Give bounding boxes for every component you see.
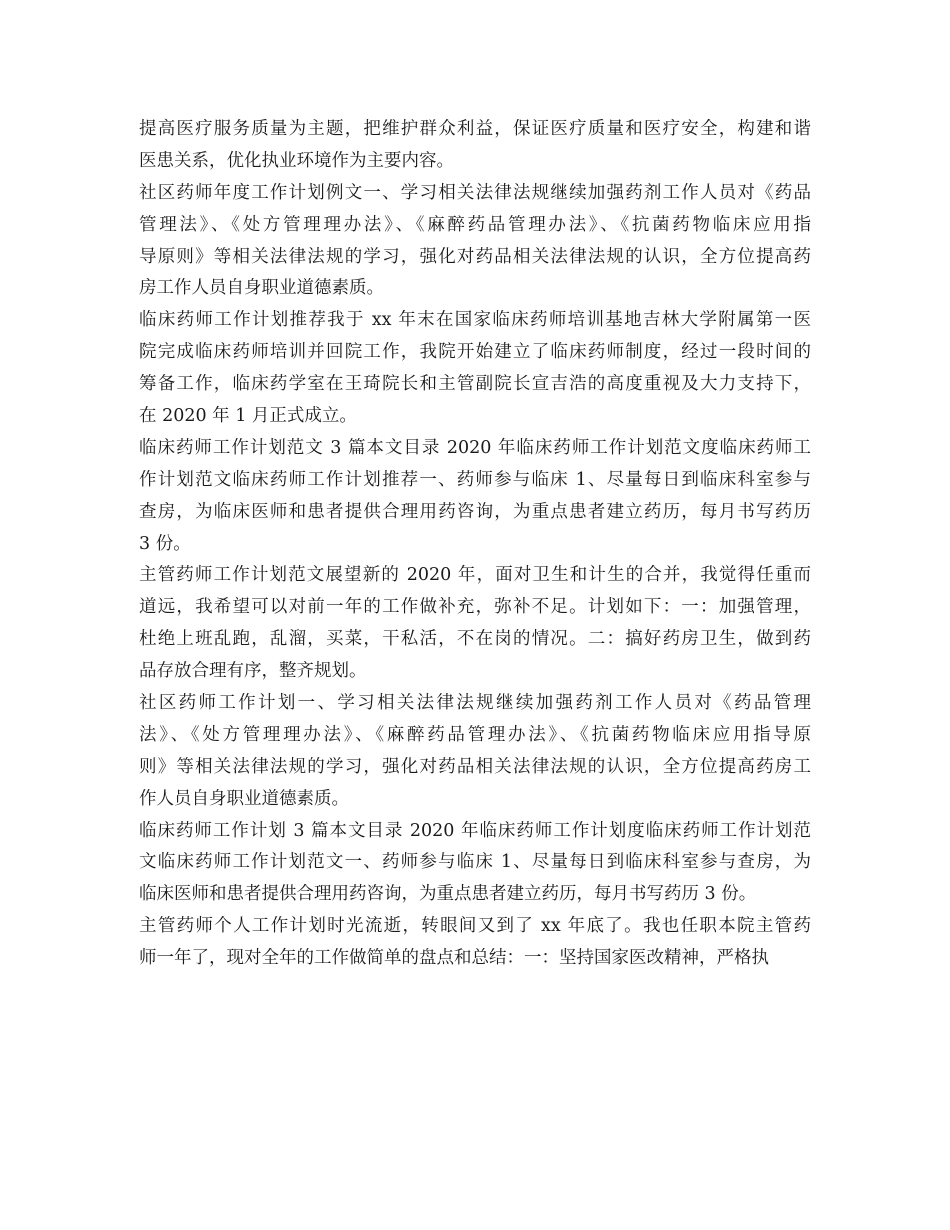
text-line: 临床医师和患者提供合理用药咨询，为重点患者建立药历，每月书写药历 3 份。 [139, 884, 757, 905]
text-line: 主管药师个人工作计划时光流逝，转眼间又到了 xx 年底了。我也任职本院主管药 [139, 916, 811, 937]
paragraph [139, 114, 811, 178]
text-line: 临床药师工作计划 3 篇本文目录 2020 年临床药师工作计划度临床药师工作计划范 [139, 820, 811, 841]
paragraph [139, 816, 811, 912]
paragraph [139, 305, 811, 433]
text-line: 管理法》、《处方管理理办法》、《麻醉药品管理办法》、《抗菌药物临床应用指 [139, 214, 811, 235]
text-line: 房工作人员自身职业道德素质。 [139, 278, 384, 299]
text-line: 导原则》等相关法律法规的学习，强化对药品相关法律法规的认识，全方位提高药 [139, 246, 811, 267]
text-line: 道远，我希望可以对前一年的工作做补充，弥补不足。计划如下：一：加强管理， [139, 597, 811, 618]
text-line: 作计划范文临床药师工作计划推荐一、药师参与临床 1、尽量每日到临床科室参与 [139, 469, 811, 490]
text-line: 社区药师年度工作计划例文一、学习相关法律法规继续加强药剂工作人员对《药品 [139, 182, 811, 203]
text-line: 师一年了，现对全年的工作做简单的盘点和总结：一：坚持国家医改精神，严格执 [139, 948, 769, 969]
text-line: 提高医疗服务质量为主题，把维护群众利益，保证医疗质量和医疗安全，构建和谐 [139, 119, 811, 139]
text-line: 医患关系，优化执业环境作为主要内容。 [139, 150, 454, 171]
text-line: 筹备工作，临床药学室在王琦院长和主管副院长宣吉浩的高度重视及大力支持下， [139, 374, 811, 395]
paragraph [139, 911, 811, 975]
text-line: 院完成临床药师培训并回院工作，我院开始建立了临床药师制度，经过一段时间的 [139, 342, 811, 363]
paragraph [139, 178, 811, 306]
text-line: 查房，为临床医师和患者提供合理用药咨询，为重点患者建立药历，每月书写药历 [139, 501, 811, 522]
text-line: 临床药师工作计划推荐我于 xx 年末在国家临床药师培训基地吉林大学附属第一医 [139, 310, 811, 331]
text-line: 作人员自身职业道德素质。 [139, 788, 349, 809]
text-line: 杜绝上班乱跑，乱溜，买菜，干私活，不在岗的情况。二：搞好药房卫生，做到药 [139, 629, 811, 650]
text-line: 法》、《处方管理理办法》、《麻醉药品管理办法》、《抗菌药物临床应用指导原 [139, 724, 811, 745]
text-line: 文临床药师工作计划范文一、药师参与临床 1、尽量每日到临床科室参与查房，为 [139, 852, 811, 873]
text-line: 主管药师工作计划范文展望新的 2020 年，面对卫生和计生的合并，我觉得任重而 [139, 565, 811, 586]
document-body [139, 114, 811, 975]
text-line: 3 份。 [139, 533, 191, 554]
text-line: 社区药师工作计划一、学习相关法律法规继续加强药剂工作人员对《药品管理 [139, 693, 811, 714]
text-line: 品存放合理有序，整齐规划。 [139, 661, 367, 682]
text-line: 临床药师工作计划范文 3 篇本文目录 2020 年临床药师工作计划范文度临床药师工 [139, 437, 811, 458]
paragraph [139, 560, 811, 688]
paragraph [139, 433, 811, 561]
paragraph [139, 688, 811, 816]
text-line: 在 2020 年 1 月正式成立。 [139, 406, 357, 427]
text-line: 则》等相关法律法规的学习，强化对药品相关法律法规的认识，全方位提高药房工 [139, 756, 811, 777]
